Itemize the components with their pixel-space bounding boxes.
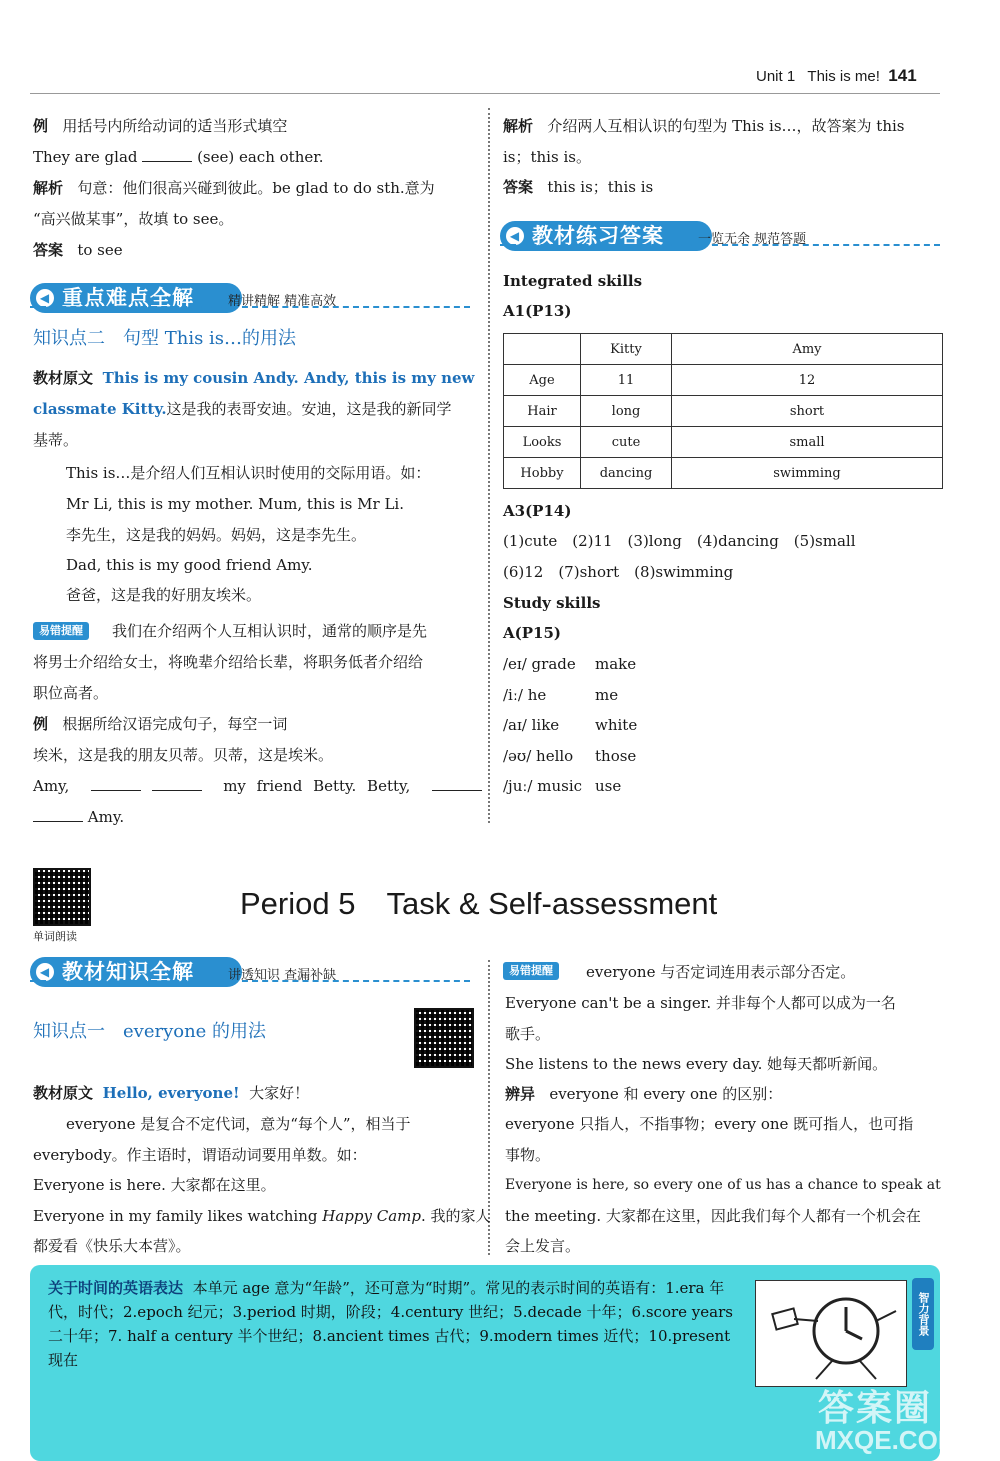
phonics-row: /iː/ he me [503, 686, 619, 704]
table-cell: Looks [504, 427, 581, 458]
study-skills-heading: Study skills [503, 594, 601, 612]
rb-tip: everyone 与否定词连用表示部分否定。 [586, 963, 856, 981]
rb-line-5: 事物。 [505, 1146, 551, 1164]
kp2-paragraph-1: This is…是介绍人们互相认识时使用的交际用语。如： [66, 464, 431, 482]
answer-line: 答案 to see [33, 241, 123, 259]
a3-label: A3(P14) [503, 502, 572, 520]
megaphone-icon: ◀ [36, 289, 54, 307]
table-cell: 11 [581, 365, 672, 396]
banner-rule [30, 306, 470, 308]
tip-tag: 易错提醒 [503, 962, 559, 980]
banner-rule [30, 980, 470, 982]
banner-title: 教材知识全解 [62, 959, 194, 984]
kp1-original: 教材原文 Hello, everyone! 大家好！ [33, 1084, 310, 1102]
qr-code[interactable] [33, 868, 91, 926]
table-cell: cute [581, 427, 672, 458]
period-title: Period 5 Task & Self-assessment [240, 886, 718, 921]
analysis-line-1: 解析 句意：他们很高兴碰到彼此。be glad to do sth.意为 [33, 179, 435, 197]
kp2-example-english-2: Amy. [33, 806, 124, 828]
note-body: 本单元 age 意为“年龄”，还可意为“时期”。常见的表示时间的英语有：1.era 年代，时代；2.epoch 纪元；3.period 时期，阶段；4.century 世纪；5.decade 十年；6.score years 二十年；7. half a century 半个世纪；8.ancient times 古代；9.modern times 近代；10.present 现在 [48, 1279, 733, 1369]
rb-diff: 辨异 everyone 和 every one 的区别： [505, 1085, 783, 1103]
tip-line-1: 我们在介绍两个人互相认识时，通常的顺序是先 [112, 622, 428, 640]
table-header-row [504, 334, 943, 365]
table-row [504, 396, 943, 427]
kp2-paragraph-5: 爸爸，这是我的好朋友埃米。 [66, 586, 262, 604]
note-text [48, 1276, 748, 1372]
table-cell: Kitty [581, 334, 672, 365]
banner-rule [500, 244, 940, 246]
tip-line-3: 职位高者。 [33, 684, 109, 702]
kp1-paragraph-3: Everyone is here. 大家都在这里。 [33, 1176, 276, 1194]
note-title: 关于时间的英语表达 [48, 1279, 184, 1297]
rb-line-7: the meeting. 大家都在这里，因此我们每个人都有一个机会在 [505, 1207, 921, 1225]
column-divider-top [488, 108, 490, 823]
kp2-original-line-3: 基蒂。 [33, 431, 79, 449]
unit-label: Unit 1 [756, 68, 796, 85]
banner-title: 教材练习答案 [532, 223, 664, 248]
a-label: A(P15) [503, 624, 561, 642]
header-rule [30, 93, 940, 94]
phonics-row: /eɪ/ grade make [503, 655, 637, 673]
phonics-row: /əʊ/ hello those [503, 747, 637, 765]
kp2-example-english: Amy, my friend Betty. Betty, [33, 775, 482, 797]
right-analysis-line-1: 解析 介绍两人互相认识的句型为 This is…，故答案为 this [503, 117, 905, 135]
table-cell: Amy [672, 334, 943, 365]
kp1-paragraph-1: everyone 是复合不定代词，意为“每个人”，相当于 [66, 1115, 411, 1133]
table-row [504, 365, 943, 396]
kp2-paragraph-2: Mr Li, this is my mother. Mum, this is Mr Li. [66, 495, 404, 513]
rb-line-2: 歌手。 [505, 1025, 551, 1043]
kp1-paragraph-2: everybody。作主语时，谓语动词要用单数。如： [33, 1146, 367, 1164]
side-tab: 智力背景 [912, 1278, 934, 1350]
phonics-row: /juː/ music use [503, 777, 622, 795]
rb-line-6: Everyone is here, so every one of us has a chance to speak at [505, 1177, 941, 1193]
banner-title: 重点难点全解 [62, 285, 194, 310]
clock-icon [756, 1281, 906, 1386]
rb-line-3: She listens to the news every day. 她每天都听新闻。 [505, 1055, 888, 1073]
kp2-original-line-2: classmate Kitty.这是我的表哥安迪。安迪，这是我的新同学 [33, 400, 452, 418]
megaphone-icon: ◀ [36, 963, 54, 981]
integrated-skills-heading: Integrated skills [503, 272, 643, 290]
table-cell: 12 [672, 365, 943, 396]
page-number: 141 [888, 66, 917, 85]
table-cell: swimming [672, 458, 943, 489]
a1-label: A1(P13) [503, 302, 572, 320]
banner-subtitle: 讲透知识 查漏补缺 [228, 968, 337, 983]
banner-subtitle: 精讲精解 精准高效 [228, 294, 337, 309]
rb-line-1: Everyone can't be a singer. 并非每个人都可以成为一名 [505, 994, 896, 1012]
table-cell: Age [504, 365, 581, 396]
analysis-line-2: “高兴做某事”，故填 to see。 [33, 210, 234, 228]
section-banner-key-points [30, 283, 242, 313]
running-header [756, 66, 917, 86]
kp2-heading: 知识点二 句型 This is…的用法 [33, 328, 297, 349]
right-answer-line: 答案 this is；this is [503, 178, 654, 196]
right-analysis-line-2: is；this is。 [503, 148, 591, 166]
kp2-paragraph-3: 李先生，这是我的妈妈。妈妈，这是李先生。 [66, 526, 367, 544]
table-cell: Hobby [504, 458, 581, 489]
rb-line-4: everyone 只指人，不指事物；every one 既可指人，也可指 [505, 1115, 914, 1133]
section-banner-textbook [30, 957, 242, 987]
kp2-original-line-1: 教材原文 This is my cousin Andy. Andy, this is my new [33, 369, 475, 387]
a3-answers-line-1: (1)cute (2)11 (3)long (4)dancing (5)small [503, 532, 856, 550]
tip-tag: 易错提醒 [33, 622, 89, 640]
section-banner-answers [500, 221, 712, 251]
rb-line-8: 会上发言。 [505, 1237, 581, 1255]
example-sentence: They are glad (see) each other. [33, 148, 324, 166]
kp1-paragraph-5: 都爱看《快乐大本营》。 [33, 1237, 191, 1255]
table-row [504, 458, 943, 489]
table-cell: small [672, 427, 943, 458]
table-cell [504, 334, 581, 365]
qr-caption: 单词朗读 [33, 930, 77, 943]
kp2-paragraph-4: Dad, this is my good friend Amy. [66, 556, 313, 574]
table-cell: Hair [504, 396, 581, 427]
phonics-row: /aɪ/ like white [503, 716, 638, 734]
kp2-example-chinese: 埃米，这是我的朋友贝蒂。贝蒂，这是埃米。 [33, 746, 334, 764]
qr-code-small[interactable] [414, 1008, 474, 1068]
table-cell: short [672, 396, 943, 427]
table-row [504, 427, 943, 458]
table-cell: dancing [581, 458, 672, 489]
kp2-example-instruction: 例 根据所给汉语完成句子，每空一词 [33, 715, 288, 733]
tip-line-2: 将男士介绍给女士，将晚辈介绍给长辈，将职务低者介绍给 [33, 653, 424, 671]
watermark-text: MXQE.COM [815, 1425, 960, 1455]
example-instruction: 例 用括号内所给动词的适当形式填空 [33, 117, 288, 135]
megaphone-icon: ◀ [506, 227, 524, 245]
banner-subtitle: 一览无余 规范答题 [698, 232, 807, 247]
running-clock-illustration [755, 1280, 907, 1387]
watermark-logo: 答案圈 [818, 1387, 933, 1428]
a3-answers-line-2: (6)12 (7)short (8)swimming [503, 563, 734, 581]
kp1-heading: 知识点一 everyone 的用法 [33, 1021, 267, 1042]
kp1-paragraph-4: Everyone in my family likes watching Happy Camp. 我的家人 [33, 1207, 491, 1225]
answers-table [503, 333, 943, 489]
unit-title: This is me! [807, 68, 880, 85]
table-cell: long [581, 396, 672, 427]
